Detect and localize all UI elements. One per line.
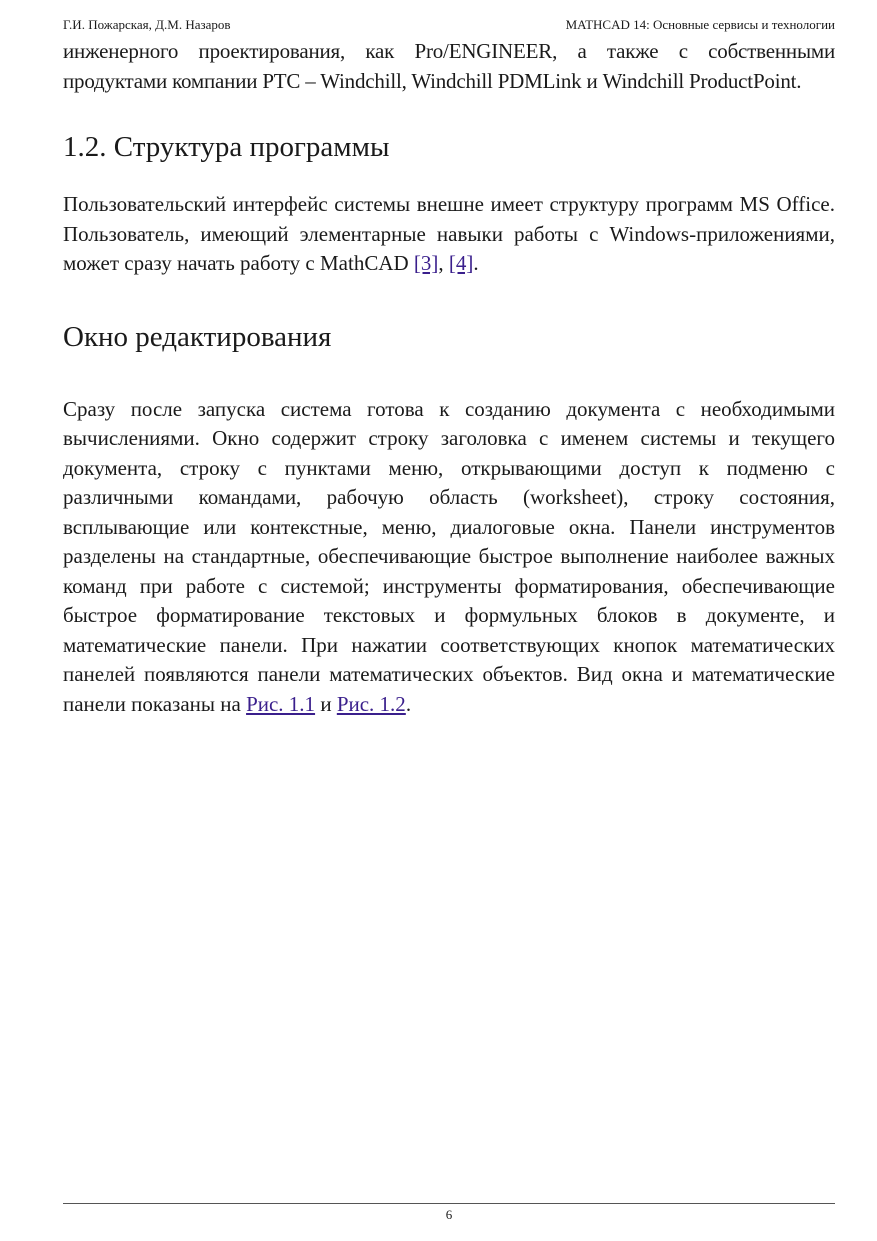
reference-link-3[interactable]: [3]	[413, 251, 439, 275]
page-number: 6	[445, 1207, 453, 1222]
continuation-paragraph: инженерного проектирования, как Pro/ENGINEER, а также с собственными продуктами компании PTC – Windchill, Windchill PDMLink и Windchill ProductPoint.	[63, 39, 835, 93]
subsection-paragraph-text: Сразу после запуска система готова к созданию документа с необходимыми вычислениями. Окно содержит строку заголовка с именем системы и текущего документа, строку с пунктами меню, открывающими доступ к подменю с различными командами, рабочую область (worksheet), строку состояния, всплывающие или контекстные, меню, диалоговые окна. Панели инструментов разделены на стандартные, обеспечивающие быстрое выполнение наиболее важных команд при работе с системой; инструменты форматирования, обеспечивающие быстрое форматирование текстовых и формульных блоков в документе, и математические панели. При нажатии соответствующих кнопок математических панелей появляются панели математических объектов. Вид окна и математические панели показаны на	[63, 396, 835, 716]
figure-link-1-1[interactable]: Рис. 1.1	[246, 691, 316, 716]
section-paragraph	[63, 190, 835, 279]
section-paragraph-end: .	[473, 251, 479, 275]
page-content	[63, 37, 835, 719]
header-authors: Г.И. Пожарская, Д.М. Назаров	[63, 17, 231, 32]
subsection-heading: Окно редактирования	[63, 320, 332, 353]
footer-divider	[63, 1203, 835, 1204]
reference-link-4[interactable]: [4]	[448, 251, 474, 275]
page-header	[63, 17, 835, 33]
section-paragraph-text: Пользовательский интерфейс системы внешне имеет структуру программ MS Office. Пользователь, имеющий элементарные навыки работы с Windows-приложениями, может сразу начать работу с MathCAD	[63, 192, 835, 275]
header-book-title: MATHCAD 14: Основные сервисы и технологии	[565, 17, 835, 32]
section-heading: 1.2. Структура программы	[63, 131, 390, 163]
figure-conjunction: и	[315, 691, 337, 716]
subsection-paragraph-end: .	[405, 691, 412, 716]
subsection-paragraph	[63, 395, 835, 720]
reference-separator: ,	[438, 251, 449, 275]
figure-link-1-2[interactable]: Рис. 1.2	[336, 691, 406, 716]
